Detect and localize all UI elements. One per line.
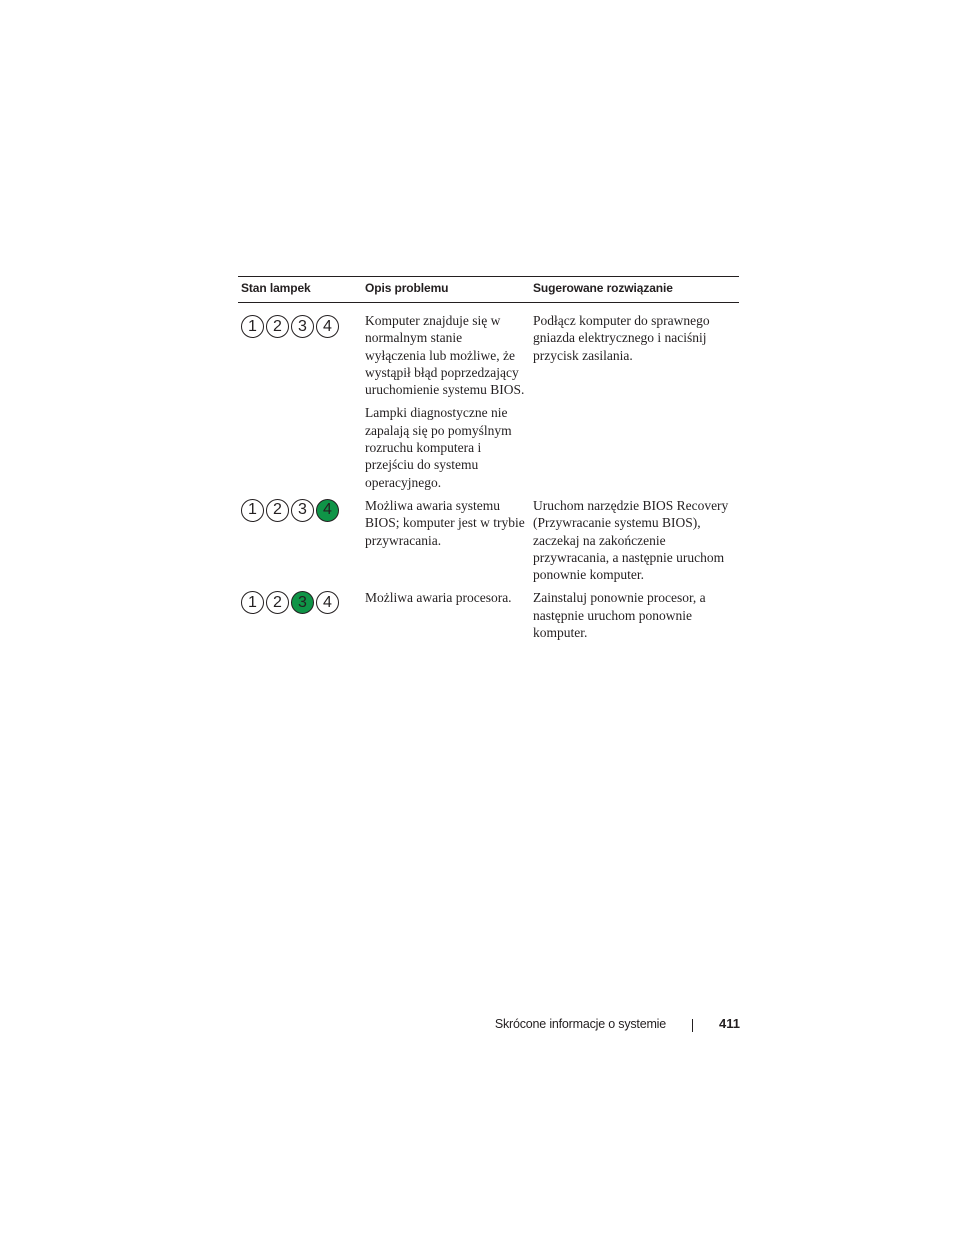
description-cell (362, 303, 530, 491)
lights-cell (238, 583, 362, 641)
led-2-icon: 2 (266, 315, 289, 338)
led-1-icon: 1 (241, 499, 264, 522)
lights-cell (238, 303, 362, 491)
led-4-icon: 4 (316, 499, 339, 522)
solution-text: Zainstaluj ponownie procesor, a następnie uruchom ponownie komputer. (533, 590, 706, 641)
led-2-icon: 2 (266, 499, 289, 522)
led-pattern (241, 497, 358, 522)
solution-text: Podłącz komputer do sprawnego gniazda elektrycznego i naciśnij przycisk zasilania. (533, 313, 710, 363)
description-text: Komputer znajduje się w normalnym stanie wyłączenia lub możliwe, że wystąpił błąd poprzedzający uruchomienie systemu BIOS. (365, 313, 525, 398)
table-row (238, 303, 739, 491)
solution-text: Uruchom narzędzie BIOS Recovery (Przywracanie systemu BIOS), zaczekaj na zakończenie przywracania, a następnie uruchom ponownie komputer. (533, 497, 729, 583)
page-number: 411 (719, 1016, 740, 1031)
led-1-icon: 1 (241, 315, 264, 338)
header-description: Opis problemu (362, 277, 530, 303)
led-3-icon: 3 (291, 591, 314, 614)
table-row (238, 491, 739, 583)
led-pattern (241, 589, 358, 614)
description-text: Możliwa awaria procesora. (365, 590, 512, 606)
led-3-icon: 3 (291, 315, 314, 338)
solution-cell (530, 583, 739, 641)
footer-divider (692, 1019, 693, 1032)
led-4-icon: 4 (316, 591, 339, 614)
table-header-row (238, 277, 739, 303)
diagnostic-lights-table (238, 276, 739, 641)
led-pattern (241, 312, 358, 338)
led-3-icon: 3 (291, 499, 314, 522)
page-footer (0, 1016, 954, 1034)
solution-cell (530, 303, 739, 491)
table-row (238, 583, 739, 641)
solution-cell (530, 491, 739, 583)
description-text: Możliwa awaria systemu BIOS; komputer jest w trybie przywracania. (365, 497, 525, 548)
footer-section-title: Skrócone informacje o systemie (494, 1017, 666, 1031)
description-cell (362, 583, 530, 641)
header-lights: Stan lampek (238, 277, 362, 303)
lights-cell (238, 491, 362, 583)
led-1-icon: 1 (241, 591, 264, 614)
header-solution: Sugerowane rozwiązanie (530, 277, 739, 303)
led-2-icon: 2 (266, 591, 289, 614)
led-4-icon: 4 (316, 315, 339, 338)
description-text: Lampki diagnostyczne nie zapalają się po pomyślnym rozruchu komputera i przejściu do systemu operacyjnego. (365, 405, 512, 490)
description-cell (362, 491, 530, 583)
